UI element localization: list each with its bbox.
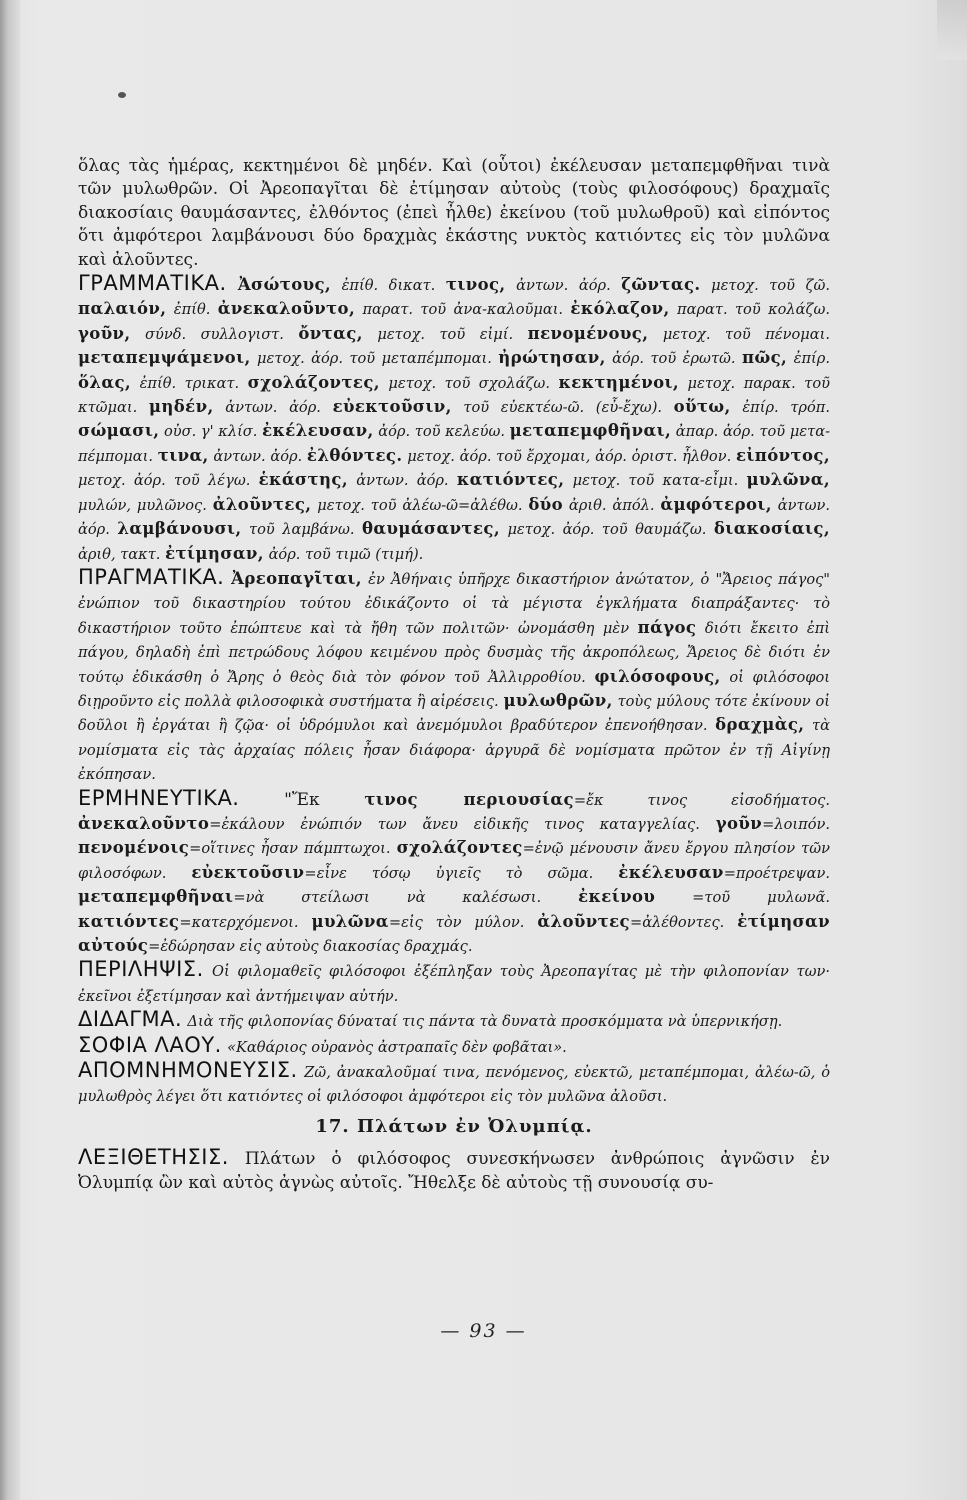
annotation: ἀντων. ἀόρ. [347,472,457,490]
term: μεταπεμφθῆναι [78,887,234,907]
term: μεταπεμψάμενοι, [78,348,251,368]
annotation: =προέτρεψαν. [723,864,830,882]
section-2 [78,566,830,787]
term: ἐλθόντες. [306,445,403,465]
section-heading: ΠΡΑΓΜΑΤΙΚΑ. [78,564,225,589]
annotation: =νὰ στείλωσι νὰ καλέσωσι. [233,889,579,907]
term: λαμβάνουσι, [117,519,242,539]
term: πενομένοις [78,838,190,858]
section-4 [78,958,830,1008]
annotation: ἐπίρ. τρόπ. [730,399,830,417]
annotation: ἀπαρ. ἀόρ. τοῦ μετα-πέμπομαι. [78,423,830,465]
annotation: μετοχ. τοῦ ζῶ. [700,277,830,295]
annotation: μετοχ. ἀόρ. τοῦ μεταπέμπομαι. [250,350,499,368]
annotation: =εἰς τὸν μύλον. [388,913,538,931]
annotation: ἀριθ, τακτ. [78,545,166,563]
term: ἀλοῦντες, [212,494,312,514]
page-binding-edge [0,0,20,1500]
annotation: Ζῶ, ἀνακαλοῦμαί τινα, πενόμενος, εὐεκτῶ, μεταπέμπομαι, ἀλέω-ῶ, ὁ μυλωθρὸς λέγει ὅτι κατιόντες οἱ φιλόσοφοι ἀμφότεροι εἰς τὸν μυλῶνα ἀλοῦσι. [78,1064,830,1106]
annotation: παρατ. τοῦ ἀνα-καλοῦμαι. [355,301,571,319]
annotation: μετοχ. τοῦ σχολάζω. [379,374,559,392]
annotation: =κατερχόμενοι. [179,913,312,931]
section-heading: ΑΠΟΜΝΗΜΟΝΕΥΣΙΣ. [78,1058,298,1083]
annotation: ἐπίθ. τρικατ. [131,374,248,392]
annotation: ἐν Ἀθήναις ὑπῆρχε δικαστήριον ἀνώτατον, ὁ "Ἄρειος πάγος" ἐνώπιον τοῦ δικαστηρίου τούτου ἐδικάζοντο οἱ τὰ μέγιστα ἐγκλήματα διαπράξαντες· τὸ δικαστήριον τοῦτο ἐπώπτευε καὶ τὰ ἤθη τῶν πολιτῶν· ὠνομάσθη μὲν [78,570,830,637]
term: Ἀσώτους, [237,275,332,295]
lesson-title: 17. Πλάτων ἐν Ὀλυμπίᾳ. [315,1115,593,1137]
term: ἀμφότεροι, [660,494,772,514]
final-section [78,1146,830,1195]
annotation: ἐπίθ. [166,301,218,319]
ink-spot [118,92,126,98]
annotation: «Καθάριος οὐρανὸς ἀστραπαῖς δὲν φοβᾶται». [227,1038,567,1056]
term: ἀνεκαλοῦντο, [217,299,356,319]
section-6 [78,1034,830,1059]
annotation: μετοχ. παρακ. τοῦ κτῶμαι. [78,374,831,417]
annotation: ἀόρ. τοῦ τιμῶ (τιμή). [263,545,424,563]
annotation: =τοῦ μυλωνᾶ. [655,889,830,907]
annotation: διότι ἔκειτο ἐπὶ πάγου, δηλαδὴ ἐπὶ πετρώδους λόφου κειμένου πρὸς δυσμὰς τῆς ἀκροπόλεως, Ἄρειος δὲ διότι ἐν τούτῳ ἐδικάσθη ὁ Ἄρης ὁ θεὸς διὰ τὸν φόνον τοῦ Ἀλλιρροθίου. [78,619,831,686]
annotation: ἀντων. ἀόρ. [208,447,307,465]
annotation: ἀόρ. τοῦ κελεύω. [373,423,510,441]
annotation: παρατ. τοῦ κολάζω. [669,301,830,319]
sections-container [78,272,830,1109]
annotation: =ἐκάλουν ἐνώπιόν των ἄνευ εἰδικῆς τινος καταγγελίας. [209,815,716,833]
term: ἠρώτησαν, [498,348,606,368]
term: τινα, [157,445,209,465]
annotation: τοῦ εὐεκτέω-ῶ. (εὖ-ἔχω). [451,399,674,417]
term: γοῦν [715,813,763,833]
term: φιλόσοφους, [594,666,721,686]
term: τινος περιουσίας [364,789,574,809]
annotation: τοῦ λαμβάνω. [241,521,362,539]
term: πενομένους, [527,323,649,343]
term: ἐκόλαζον, [570,299,670,319]
annotation: =ἔκ τινος εἰσοδήματος. [573,791,830,809]
section-heading: ΓΡΑΜΜΑΤΙΚΑ. [78,271,227,296]
section-heading: ΔΙΔΑΓΜΑ. [78,1007,183,1032]
annotation: οἱ φιλόσοφοι διῃροῦντο εἰς πολλὰ φιλοσοφικὰ συστήματα ἢ αἱρέσεις. [78,668,830,710]
term: σχολάζοντες [396,838,523,858]
term: μηδέν, [148,397,214,417]
term: σώμασι, [78,421,160,441]
term: σχολάζοντες, [247,372,380,392]
term: πῶς, [742,348,788,368]
page-corner-shadow [937,0,967,60]
annotation: μετοχ. τοῦ εἰμί. [362,325,528,343]
annotation: Διὰ τῆς φιλοπονίας δύναταί τις πάντα τὰ δυνατὰ προσκόμματα νὰ ὑπερνικήσῃ. [187,1013,783,1031]
term: ἀλοῦντες [537,911,630,931]
term: πάγος [637,617,697,637]
section-1 [78,272,830,566]
annotation: ἀριθ. ἀπόλ. [563,496,661,514]
section-7 [78,1059,830,1109]
annotation: τοὺς μύλους τότε ἐκίνουν οἱ δοῦλοι ἢ ἐργάται ἢ ζῷα· οἱ ὑδρόμυλοι καὶ ἀνεμόμυλοι βραδύτερον ἐπενοήθησαν. [78,692,830,735]
annotation: ἐπίθ. δικατ. [331,277,446,295]
term: Ἀρεοπαγῖται, [231,568,362,588]
annotation: μυλών, μυλῶνος. [78,496,213,514]
term: μυλωθρῶν, [503,690,613,710]
term: ζῶντας. [621,275,701,295]
annotation: =ἐνῷ μένουσιν ἄνευ ἔργου πλησίον τῶν φιλοσόφων. [78,840,831,882]
term: ἐκείνου [578,887,656,907]
section-5 [78,1008,830,1033]
term: γοῦν, [78,323,131,343]
annotation: =οἵτινες ἦσαν πάμπτωχοι. [189,840,397,858]
term: κατιόντες [78,911,180,931]
final-section-text: Πλάτων ὁ φιλόσοφος συνεσκήνωσεν ἀνθρώποις ἀγνῶσιν ἐν Ὀλυμπίᾳ ὢν καὶ αὐτὸς ἀγνὼς αὐτοῖς. Ἤθελξε δὲ αὐτοὺς τῇ συνουσίᾳ συ- [78,1149,830,1193]
annotation: Οἱ φιλομαθεῖς φιλόσοφοι ἐξέπληξαν τοὺς Ἀρεοπαγίτας μὲ τὴν φιλοπονίαν των· ἐκεῖνοι ἐξετίμησαν καὶ ἀντήμειψαν αὐτήν. [78,963,831,1005]
term: ἐκέλευσαν, [262,421,374,441]
annotation: μετοχ. ἀόρ. τοῦ λέγω. [78,472,259,490]
annotation: ἀόρ. τοῦ ἐρωτῶ. [605,350,742,368]
term: διακοσίαις, [713,519,830,539]
term: εἰπόντος, [735,445,830,465]
page-number: — 93 — [440,1320,527,1342]
page-text [78,155,830,1195]
annotation: μετοχ. τοῦ πένομαι. [648,325,830,343]
section-heading: ΠΕΡΙΛΗΨΙΣ. [78,957,204,982]
section-heading: ΣΟΦΙΑ ΛΑΟΥ. [78,1032,222,1057]
term: ἀνεκαλοῦντο [78,813,210,833]
annotation: =ἐδώρησαν εἰς αὐτοὺς διακοσίας δραχμάς. [148,938,473,955]
annotation: "Ἔκ [284,789,365,810]
annotation: μετοχ. ἀόρ. τοῦ ἔρχομαι, ἀόρ. ὁριστ. ἦλθον. [402,447,736,465]
term: παλαιόν, [78,299,167,319]
annotation: μετοχ. ἀόρ. τοῦ θαυμάζω. [499,521,714,539]
annotation: μετοχ. τοῦ ἀλέω-ῶ=ἀλέθω. [311,496,529,514]
term: δύο [528,494,564,514]
term: ὅλας, [78,372,132,392]
term: τινος, [445,275,506,295]
annotation: μετοχ. τοῦ κατα-εἶμι. [564,472,747,490]
term: κεκτημένοι, [558,372,680,392]
annotation: οὐσ. γ' κλίσ. [159,423,263,441]
term: εὐεκτοῦσιν, [332,397,452,417]
term: ἑκάστης, [258,470,348,490]
term: κατιόντες, [456,470,565,490]
term: εὐεκτοῦσιν [191,862,305,882]
term: μεταπεμφθῆναι, [509,421,672,441]
term: μυλῶνα [311,911,389,931]
term: μυλῶνα, [746,470,830,490]
annotation: =εἶνε τόσῳ ὑγιεῖς τὸ σῶμα. [304,864,619,882]
term: θαυμάσαντες, [362,519,500,539]
annotation: =λοιπόν. [762,815,830,833]
annotation: ἀντων. ἀόρ. [213,399,333,417]
final-section-heading: ΛΕΞΙΘΕΤΗΣΙΣ. [78,1145,229,1170]
annotation: ἀντων. ἀόρ. [505,277,622,295]
term: ἐτίμησαν αὐτούς [78,911,830,955]
intro-paragraph: ὅλας τὰς ἡμέρας, κεκτημένοι δὲ μηδέν. Καὶ (οὗτοι) ἐκέλευσαν μεταπεμφθῆναι τινὰ τῶν μυλωθρῶν. Οἱ Ἀρεοπαγῖται δὲ ἐτίμησαν αὐτοὺς (τοὺς φιλοσόφους) δραχμαῖς διακοσίαις θαυμάσαντες, ἐλθόντος (ἐπεὶ ἦλθε) ἐκείνου (τοῦ μυλωθροῦ) καὶ εἰπόντος ὅτι ἀμφότεροι λαμβάνουσι δύο δραχμὰς ἑκάστης νυκτὸς κατιόντες εἰς τὸν μυλῶνα καὶ ἀλοῦντες. [78,156,830,270]
section-heading: ΕΡΜΗΝΕΥΤΙΚΑ. [78,785,240,810]
term: οὕτω, [673,397,731,417]
annotation: ἀντων. ἀόρ. [78,496,830,539]
annotation: τὰ νομίσματα εἰς τὰς ἀρχαίας πόλεις ἦσαν διάφορα· ἀργυρᾶ δὲ νομίσματα πρῶτον ἐν τῇ Αἰγίνῃ ἐκόπησαν. [78,717,830,784]
term: ὄντας, [298,323,363,343]
annotation: =ἀλέθοντες. [629,913,738,931]
annotation: σύνδ. συλλογιστ. [130,325,299,343]
term: δραχμὰς, [715,715,805,735]
term: ἐτίμησαν, [165,543,264,563]
section-3 [78,787,830,959]
annotation: ἐπίρ. [787,350,830,368]
term: ἐκέλευσαν [618,862,724,882]
